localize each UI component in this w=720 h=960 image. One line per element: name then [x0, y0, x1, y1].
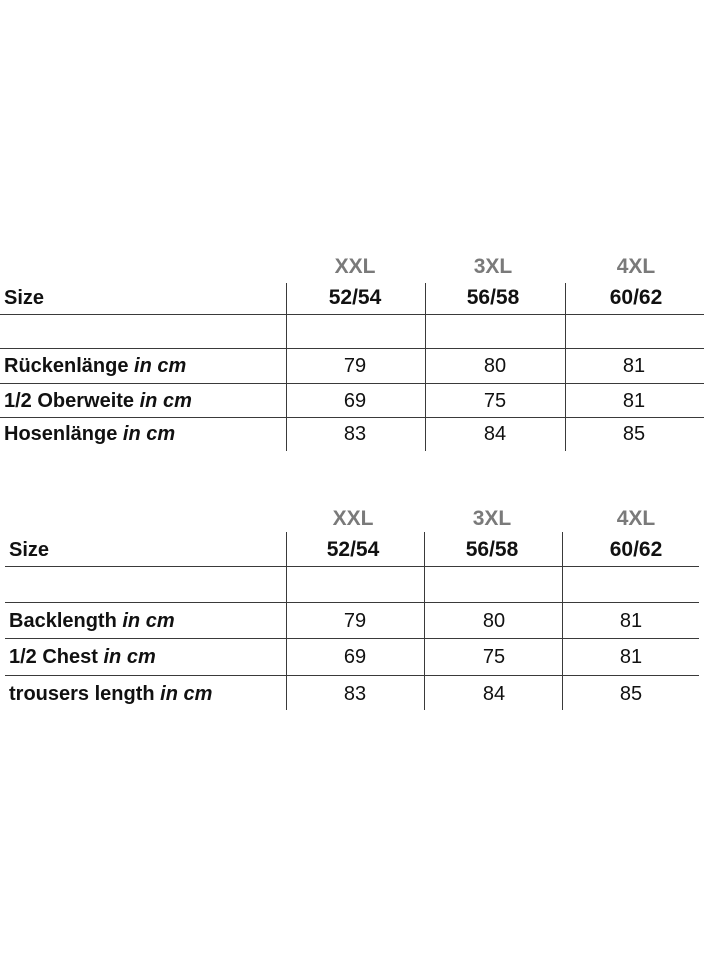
- size-header-label: Size: [9, 539, 50, 561]
- table-cell: 75: [483, 390, 507, 412]
- table-rule: [5, 566, 699, 567]
- column-divider: [424, 532, 425, 710]
- eu-size-56-58: 56/58: [465, 538, 519, 561]
- column-divider: [562, 532, 563, 710]
- table-cell: 83: [343, 683, 367, 705]
- row-label-unit: in cm: [122, 610, 175, 632]
- column-divider: [286, 532, 287, 710]
- table-cell: 81: [622, 390, 646, 412]
- row-label-text: Rückenlänge: [4, 355, 129, 377]
- table-rule: [0, 348, 704, 349]
- table-cell: 81: [619, 646, 643, 668]
- row-label-unit: in cm: [160, 683, 213, 705]
- table-rule: [5, 675, 699, 676]
- row-label-half-chest: [4, 389, 192, 413]
- eu-size-56-58: 56/58: [466, 286, 520, 309]
- size-code-xxl: XXL: [334, 255, 376, 278]
- size-code-4xl: 4XL: [616, 255, 656, 278]
- table-cell: 80: [482, 610, 506, 632]
- table-cell: 85: [619, 683, 643, 705]
- table-cell: 80: [483, 355, 507, 377]
- row-label-text: trousers length: [9, 683, 155, 705]
- row-label-unit: in cm: [122, 423, 176, 445]
- size-code-3xl: 3XL: [473, 255, 513, 278]
- table-cell: 85: [622, 423, 646, 445]
- table-rule: [5, 638, 699, 639]
- eu-size-60-62: 60/62: [609, 286, 663, 309]
- column-divider: [425, 283, 426, 451]
- table-cell: 79: [343, 355, 367, 377]
- table-rule: [0, 417, 704, 418]
- table-rule: [0, 383, 704, 384]
- table-rule: [0, 314, 704, 315]
- size-code-xxl: XXL: [332, 507, 374, 530]
- table-cell: 81: [619, 610, 643, 632]
- eu-size-52-54: 52/54: [328, 286, 382, 309]
- row-label-trousers-length: [9, 682, 212, 706]
- row-label-trousers-length: [4, 422, 175, 446]
- column-divider: [565, 283, 566, 451]
- table-cell: 69: [343, 646, 367, 668]
- table-cell: 69: [343, 390, 367, 412]
- table-cell: 84: [482, 683, 506, 705]
- table-cell: 81: [622, 355, 646, 377]
- size-code-4xl: 4XL: [616, 507, 656, 530]
- table-cell: 83: [343, 423, 367, 445]
- row-label-half-chest: [9, 645, 156, 669]
- size-code-3xl: 3XL: [472, 507, 512, 530]
- row-label-text: Hosenlänge: [4, 423, 118, 445]
- row-label-text: Backlength: [9, 610, 117, 632]
- table-cell: 79: [343, 610, 367, 632]
- eu-size-52-54: 52/54: [326, 538, 380, 561]
- table-cell: 84: [483, 423, 507, 445]
- size-header-label: Size: [4, 287, 45, 309]
- row-label-back-length: [9, 609, 175, 633]
- row-label-text: 1/2 Chest: [9, 646, 98, 668]
- row-label-back-length: [4, 354, 186, 378]
- table-rule: [5, 602, 699, 603]
- row-label-text: 1/2 Oberweite: [4, 390, 135, 412]
- row-label-unit: in cm: [139, 390, 192, 412]
- row-label-unit: in cm: [134, 355, 187, 377]
- eu-size-60-62: 60/62: [609, 538, 663, 561]
- table-cell: 75: [482, 646, 506, 668]
- row-label-unit: in cm: [103, 646, 156, 668]
- column-divider: [286, 283, 287, 451]
